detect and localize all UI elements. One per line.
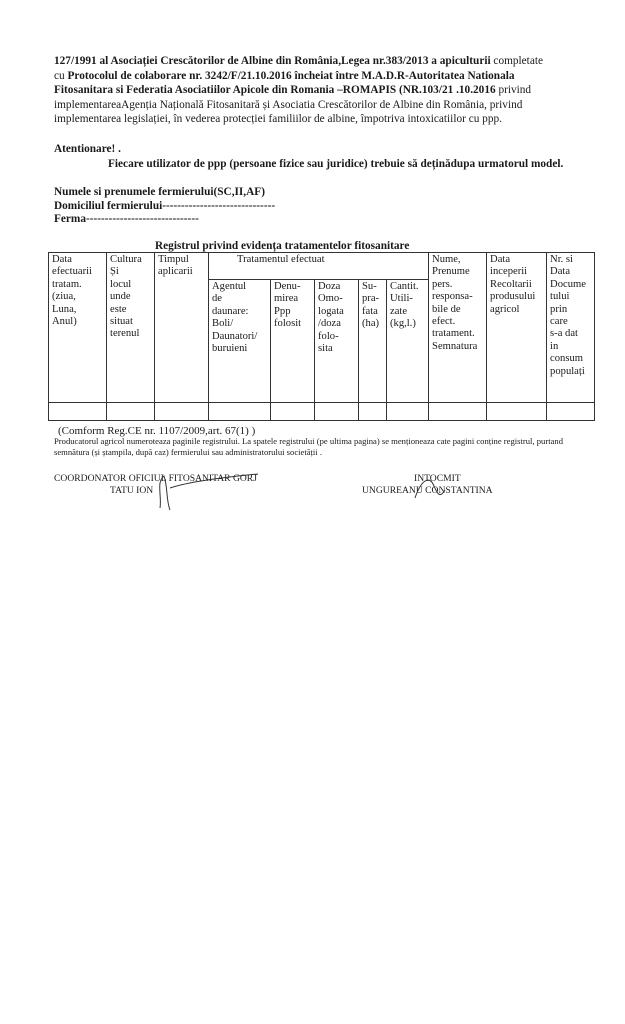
sub-agent-header: Agentul de daunare: Boli/ Daunatori/ buruieni	[209, 280, 271, 403]
table-row	[49, 403, 595, 421]
intro-line3-bold: Fitosanitara si Federatia Asociatiilor Apicole din Romania –ROMAPIS (NR.103/21 .10.2016	[54, 84, 496, 97]
intro-line3-rest: privind	[495, 84, 532, 97]
coordinator-name: TATU ION	[110, 485, 154, 496]
coordinator-signature	[148, 468, 268, 518]
register-table	[48, 252, 595, 421]
intro-line1-bold: 127/1991 al Asociației Crescătorilor de Albine din România,Legea nr.383/2013 a apiculturii	[54, 55, 491, 67]
intro-line4: implementareaAgenția Națională Fitosanitară și Asociatia Crescătorilor de Albine din România, privind	[54, 98, 523, 111]
intro-line2-bold: Protocolul de colaborare nr. 3242/F/21.10.2016 încheiat între M.A.D.R-Autoritatea Nationala	[67, 69, 515, 82]
intro-line5: implementarea legislației, în vederea protecției familiilor de albine, împotriva intoxicatiilor cu ppp.	[54, 113, 502, 126]
every-user-note: Fiecare utilizator de ppp (persoane fizice sau juridice) trebuie să deținădupa urmatorul model.	[108, 158, 564, 170]
col-person-header: Nume, Prenume pers. responsa- bile de efect. tratament. Semnatura	[429, 253, 487, 403]
intro-paragraph	[54, 54, 589, 127]
sub-name-header: Denu- mirea Ppp folosit	[271, 280, 315, 403]
coordinator-title: COORDONATOR OFICIUL FITOSANITAR GORJ	[54, 473, 257, 484]
col-date-header: Data efectuarii tratam. (ziua, Luna, Anul)	[49, 253, 107, 403]
col-treatment-header: Tratamentul efectuat	[209, 253, 429, 280]
col-culture-header: Cultura Și locul unde este situat terenul	[107, 253, 155, 403]
producer-note: Producatorul agricol numeroteaza paginile registrului. La spatele registrului (pe ultima pagina) se menționeaza cate pagini conține registrul, purtand semnătura (și ștampila, după caz) fermierului sau administratorului societății .	[54, 436, 563, 457]
col-doc-header: Nr. si Data Docume tului prin care s-a dat in consum populați	[547, 253, 595, 403]
farmer-domicile-field: Domiciliul fermierului------------------------------	[54, 200, 276, 212]
author-signature	[405, 470, 465, 510]
register-title: Registrul privind evidența tratamentelor fitosanitare	[155, 240, 410, 252]
sub-dose-header: Doza Omo- logata /doza folo- sita	[315, 280, 359, 403]
sub-area-header: Su- pra- fata (ha)	[359, 280, 387, 403]
col-harvest-header: Data inceperii Recoltarii produsului agricol	[487, 253, 547, 403]
sub-qty-header: Cantit. Utili- zate (kg,l.)	[387, 280, 429, 403]
regulation-note: (Comform Reg.CE nr. 1107/2009,art. 67(1) )	[58, 425, 256, 437]
author-name: UNGUREANU CONSTANTINA	[362, 485, 493, 496]
intro-line1-rest: completate	[490, 55, 543, 67]
intro-line2-a: cu	[54, 69, 68, 82]
farm-field: Ferma------------------------------	[54, 213, 199, 225]
col-time-header: Timpul aplicarii	[155, 253, 209, 403]
attention-heading: Atentionare! .	[54, 143, 121, 155]
farmer-name-field: Numele si prenumele fermierului(SC,II,AF)	[54, 186, 265, 198]
author-title: INTOCMIT	[414, 473, 461, 484]
